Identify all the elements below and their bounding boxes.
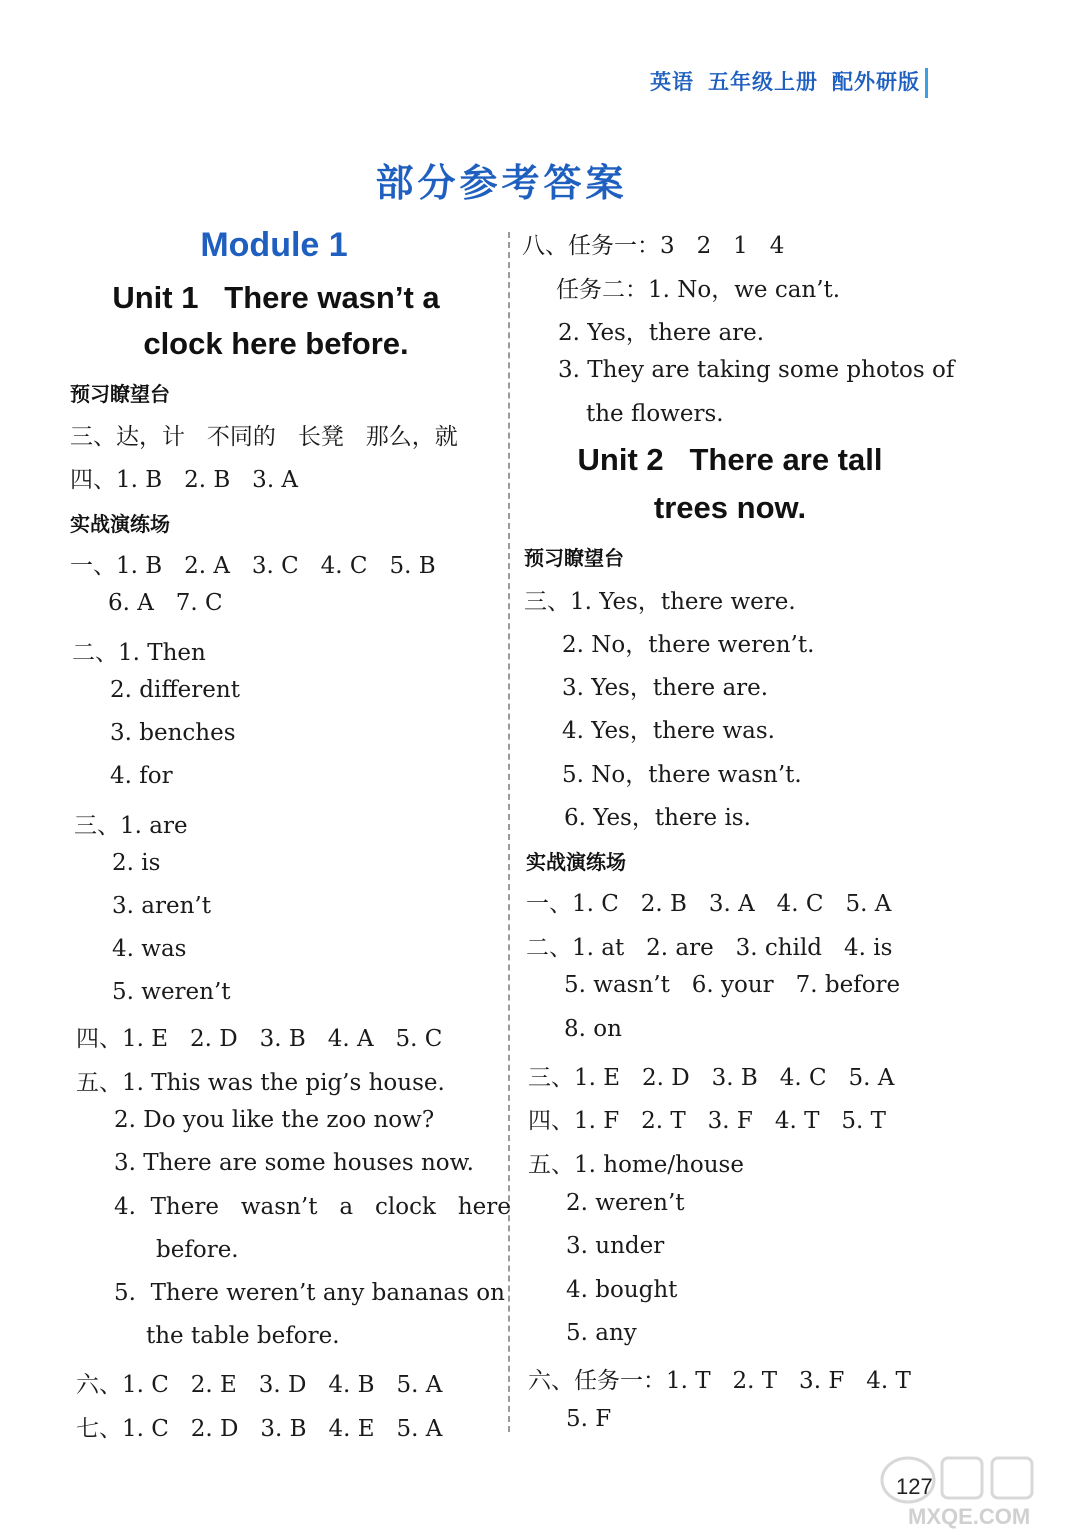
answer-line: 3. There are some houses now. xyxy=(114,1150,474,1176)
answer-line: 3. benches xyxy=(110,720,236,746)
answer-line: 五、1. home/house xyxy=(528,1152,744,1178)
answer-line: 5. There weren’t any bananas on xyxy=(114,1280,505,1306)
answer-line: the flowers. xyxy=(586,401,724,427)
section-practice: 实战演练场 xyxy=(70,512,170,536)
book-header xyxy=(650,66,920,96)
unit1-title-line1: Unit 1 There wasn’t a xyxy=(112,280,440,315)
answer-line: 3. aren’t xyxy=(112,893,211,919)
answer-line: 5. wasn’t 6. your 7. before xyxy=(564,972,901,998)
answer-line: 4. Yes，there was. xyxy=(562,718,775,744)
answer-line: 六、任务一：1. T 2. T 3. F 4. T xyxy=(528,1368,911,1394)
answer-line: 五、1. This was the pig’s house. xyxy=(76,1070,445,1096)
answer-line: 八、任务一：3 2 1 4 xyxy=(522,233,785,259)
answer-line: 4. for xyxy=(110,763,173,789)
answer-line: 6. A 7. C xyxy=(108,590,223,616)
answer-line: 二、1. at 2. are 3. child 4. is xyxy=(526,935,893,961)
column-divider xyxy=(508,232,510,1432)
header-grade: 五年级上册 xyxy=(708,70,818,94)
section-practice: 实战演练场 xyxy=(526,850,626,874)
answer-line: 2. No，there weren’t. xyxy=(562,632,815,658)
answer-line: 2. different xyxy=(110,677,240,703)
answer-line: 三、1. Yes，there were. xyxy=(524,589,796,615)
answer-line: 三、1. E 2. D 3. B 4. C 5. A xyxy=(528,1065,895,1091)
answer-line: 四、1. E 2. D 3. B 4. A 5. C xyxy=(76,1026,443,1052)
answer-line: 任务二：1. No，we can’t. xyxy=(556,277,841,303)
answer-line: 4. was xyxy=(112,936,187,962)
answer-line: 2. Yes，there are. xyxy=(558,320,765,346)
page-title: 部分参考答案 xyxy=(375,161,628,205)
header-subject: 英语 xyxy=(650,70,694,94)
answer-line: 3. They are taking some photos of xyxy=(558,357,955,383)
answer-line: before. xyxy=(156,1237,239,1263)
answer-line: the table before. xyxy=(146,1323,340,1349)
answer-line: 七、1. C 2. D 3. B 4. E 5. A xyxy=(76,1416,443,1442)
answer-line: 4. bought xyxy=(566,1277,678,1303)
answer-line: 5. any xyxy=(566,1320,637,1346)
answer-line: 四、1. B 2. B 3. A xyxy=(70,467,299,493)
answer-line: 六、1. C 2. E 3. D 4. B 5. A xyxy=(76,1372,443,1398)
unit2-title-line2: trees now. xyxy=(653,490,807,525)
answer-line: 2. Do you like the zoo now? xyxy=(114,1107,435,1133)
answer-line: 三、1. are xyxy=(74,813,188,839)
answer-line: 一、1. C 2. B 3. A 4. C 5. A xyxy=(526,891,892,917)
module-heading: Module 1 xyxy=(200,226,348,264)
answer-line: 3. under xyxy=(566,1233,665,1259)
header-edition: 配外研版 xyxy=(832,70,920,94)
section-preview: 预习瞭望台 xyxy=(524,546,624,570)
answer-line: 四、1. F 2. T 3. F 4. T 5. T xyxy=(528,1108,886,1134)
answer-line: 一、1. B 2. A 3. C 4. C 5. B xyxy=(70,553,436,579)
watermark-text: MXQE.COM xyxy=(908,1504,1031,1529)
section-preview: 预习瞭望台 xyxy=(70,382,170,406)
answer-line: 5. weren’t xyxy=(112,979,231,1005)
header-accent-bar xyxy=(925,68,928,98)
page-number: 127 xyxy=(896,1474,933,1499)
answer-line: 5. No，there wasn’t. xyxy=(562,762,802,788)
answer-line: 5. F xyxy=(566,1406,612,1432)
answer-line: 8. on xyxy=(564,1016,622,1042)
answer-line: 3. Yes，there are. xyxy=(562,675,769,701)
answer-line: 二、1. Then xyxy=(72,640,206,666)
answer-line: 6. Yes，there is. xyxy=(564,805,751,831)
unit1-title-line2: clock here before. xyxy=(143,326,409,361)
answer-line: 2. is xyxy=(112,850,161,876)
answer-line: 三、达，计 不同的 长凳 那么，就 xyxy=(70,424,458,450)
answer-line: 4. There wasn’t a clock here xyxy=(114,1194,511,1220)
unit2-title-line1: Unit 2 There are tall xyxy=(577,442,883,477)
answer-line: 2. weren’t xyxy=(566,1190,685,1216)
